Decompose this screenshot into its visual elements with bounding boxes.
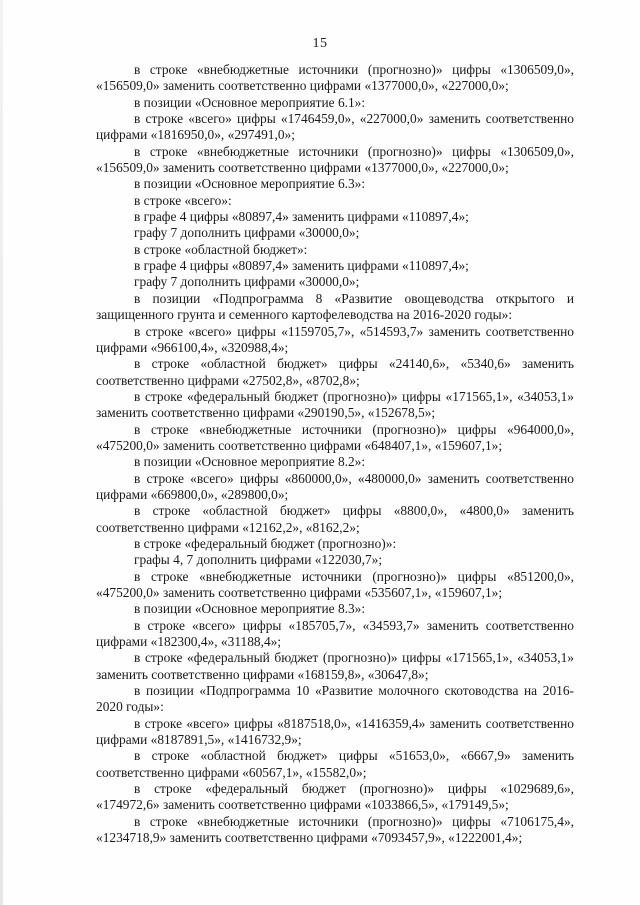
paragraph: в строке «федеральный бюджет (прогнозно)» цифры «1029689,6», «174972,6» заменить соответственно цифрами «1033866,5», «179149,5»;: [96, 781, 574, 813]
paragraph: в строке «всего» цифры «185705,7», «34593,7» заменить соответственно цифрами «182300,4», «31188,4»;: [96, 617, 574, 650]
paragraph: в позиции «Основное мероприятие 6.3»:: [134, 176, 366, 192]
paragraph: в строке «всего» цифры «1159705,7», «514593,7» заменить соответственно цифрами «966100,4», «320988,4»;: [96, 323, 574, 355]
paragraph: в строке «областной бюджет» цифры «8800,0», «4800,0» заменить соответственно цифрами «12162,2», «8162,2»;: [96, 503, 574, 535]
paragraph: в строке «внебюджетные источники (прогнозно)» цифры «1306509,0», «156509,0» заменить соответственно цифрами «1377000,0», «227000,0»;: [96, 143, 574, 176]
scan-edge: [0, 0, 3, 905]
paragraph: в строке «федеральный бюджет (прогнозно)» цифры «171565,1», «34053,1» заменить соответственно цифрами «168159,8», «30647,8»;: [96, 650, 574, 682]
paragraph: в строке «внебюджетные источники (прогнозно)» цифры «7106175,4», «1234718,9» заменить соответственно цифрами «7093457,9», «1222001,4»;: [96, 813, 574, 846]
paragraph: в строке «внебюджетные источники (прогнозно)» цифры «964000,0», «475200,0» заменить соответственно цифрами «648407,1», «159607,1»;: [96, 421, 574, 453]
paragraph: в позиции «Основное мероприятие 8.2»:: [134, 454, 366, 470]
paragraph: графу 7 дополнить цифрами «30000,0»;: [134, 225, 360, 241]
paragraph: графу 7 дополнить цифрами «30000,0»;: [134, 274, 360, 290]
paragraph: графы 4, 7 дополнить цифрами «122030,7»;: [134, 552, 383, 568]
paragraph: в строке «областной бюджет»:: [134, 241, 308, 257]
paragraph: в строке «областной бюджет» цифры «24140,6», «5340,6» заменить соответственно цифрами «27502,8», «8702,8»;: [96, 356, 574, 388]
paragraph: в строке «всего» цифры «860000,0», «480000,0» заменить соответственно цифрами «669800,0», «289800,0»;: [96, 470, 574, 502]
document-body: [96, 62, 574, 847]
paragraph: в строке «внебюджетные источники (прогнозно)» цифры «851200,0», «475200,0» заменить соответственно цифрами «535607,1», «159607,1»;: [96, 568, 574, 600]
paragraph: в строке «федеральный бюджет (прогнозно)»:: [134, 535, 397, 551]
paragraph: в строке «всего»:: [134, 192, 232, 208]
paragraph: в позиции «Подпрограмма 10 «Развитие молочного скотоводства на 2016-2020 годы»:: [96, 683, 574, 715]
paragraph: в строке «всего» цифры «1746459,0», «227000,0» заменить соответственно цифрами «1816950,0», «297491,0»;: [96, 111, 574, 143]
paragraph: в строке «областной бюджет» цифры «51653,0», «6667,9» заменить соответственно цифрами «60567,1», «15582,0»;: [96, 748, 574, 780]
paragraph: в позиции «Подпрограмма 8 «Развитие овощеводства открытого и защищенного грунта и семенного картофелеводства на 2016-2020 годы»:: [96, 290, 574, 323]
paragraph: в графе 4 цифры «80897,4» заменить цифрами «110897,4»;: [134, 258, 469, 274]
page-number: 15: [312, 36, 328, 51]
paragraph: в строке «внебюджетные источники (прогнозно)» цифры «1306509,0», «156509,0» заменить соответственно цифрами «1377000,0», «227000,0»;: [96, 62, 574, 94]
paragraph: в графе 4 цифры «80897,4» заменить цифрами «110897,4»;: [134, 209, 469, 225]
paragraph: в строке «всего» цифры «8187518,0», «1416359,4» заменить соответственно цифрами «8187891,5», «1416732,9»;: [96, 715, 574, 748]
paragraph: в позиции «Основное мероприятие 6.1»:: [134, 94, 366, 110]
paragraph: в позиции «Основное мероприятие 8.3»:: [134, 601, 366, 617]
paragraph: в строке «федеральный бюджет (прогнозно)» цифры «171565,1», «34053,1» заменить соответственно цифрами «290190,5», «152678,5»;: [96, 388, 574, 421]
